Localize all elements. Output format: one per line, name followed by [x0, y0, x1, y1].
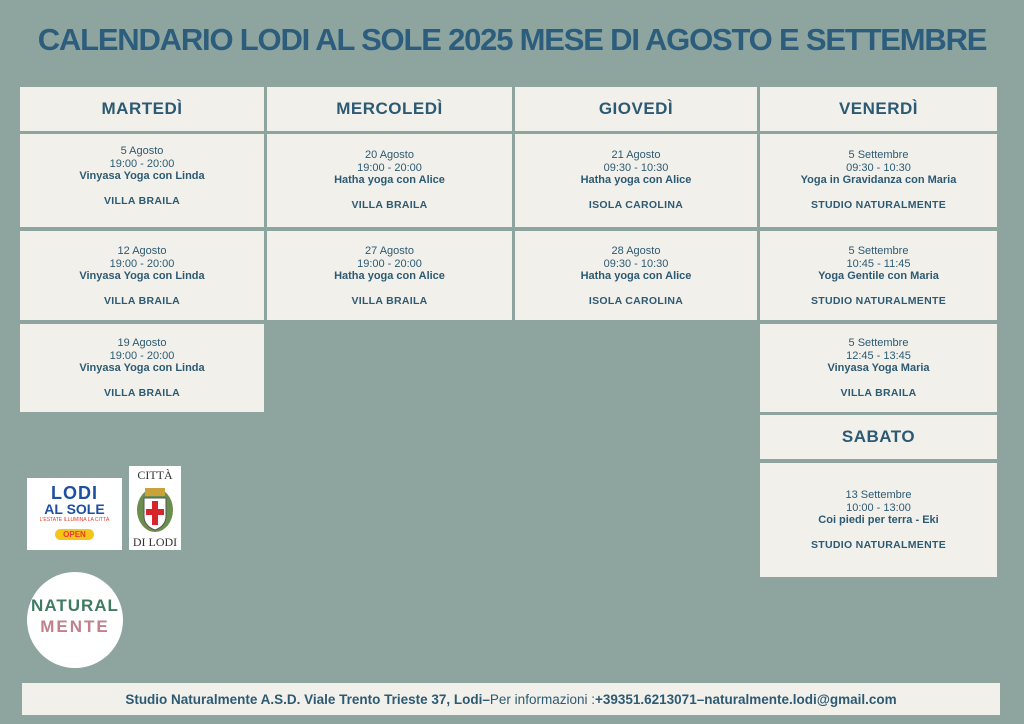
- event-date: 5 Settembre: [848, 149, 909, 161]
- header-friday: VENERDÌ: [760, 87, 997, 131]
- logo-text: MENTE: [40, 617, 110, 636]
- event-activity: Hatha yoga con Alice: [334, 174, 445, 186]
- event-wed-2: [267, 231, 512, 320]
- event-activity: Vinyasa Yoga con Linda: [79, 170, 205, 182]
- event-sat-1: [760, 463, 997, 577]
- footer-phone[interactable]: +39351.6213071: [594, 691, 697, 707]
- logo-tagline: L'ESTATE ILLUMINA LA CITTÀ: [39, 517, 110, 523]
- event-date: 20 Agosto: [365, 149, 414, 161]
- event-date: 5 Agosto: [120, 145, 164, 157]
- event-activity: Vinyasa Yoga con Linda: [79, 270, 205, 282]
- header-wednesday: MERCOLEDÌ: [267, 87, 512, 131]
- event-thu-2: [515, 231, 757, 320]
- event-place: STUDIO NATURALMENTE: [811, 198, 946, 211]
- event-activity: Hatha yoga con Alice: [580, 270, 692, 282]
- event-date: 12 Agosto: [117, 245, 167, 257]
- lodi-al-sole-logo: [27, 478, 122, 550]
- event-fri-1: [760, 134, 997, 227]
- logo-badge: OPEN: [55, 529, 94, 540]
- event-time: 09:30 - 10:30: [603, 161, 669, 174]
- footer-contact-bar: [22, 683, 1000, 715]
- event-place: STUDIO NATURALMENTE: [811, 538, 946, 551]
- event-place: VILLA BRAILA: [840, 386, 917, 399]
- event-time: 10:00 - 13:00: [846, 501, 911, 514]
- event-activity: Coi piedi per terra - Eki: [818, 514, 939, 526]
- event-time: 10:45 - 11:45: [846, 257, 911, 270]
- event-thu-1: [515, 134, 757, 227]
- event-date: 5 Settembre: [848, 337, 909, 349]
- event-activity: Yoga Gentile con Maria: [818, 270, 939, 282]
- logo-text: NATURAL: [31, 596, 119, 615]
- event-place: ISOLA CAROLINA: [588, 198, 684, 211]
- event-date: 21 Agosto: [611, 149, 661, 161]
- event-activity: Hatha yoga con Alice: [334, 270, 445, 282]
- header-tuesday: MARTEDÌ: [20, 87, 264, 131]
- page-title: CALENDARIO LODI AL SOLE 2025 MESE DI AGOSTO E SETTEMBRE: [37, 22, 987, 57]
- footer-info-label: Per informazioni :: [489, 691, 595, 707]
- footer-separator: –: [696, 691, 705, 707]
- logo-text: CITTÀ: [137, 468, 173, 482]
- event-place: VILLA BRAILA: [103, 194, 181, 207]
- event-tue-3: [20, 324, 264, 412]
- event-date: 27 Agosto: [365, 245, 414, 257]
- event-activity: Vinyasa Yoga con Linda: [79, 362, 205, 374]
- event-date: 19 Agosto: [117, 337, 167, 349]
- event-time: 09:30 - 10:30: [846, 161, 911, 174]
- event-time: 19:00 - 20:00: [109, 257, 175, 270]
- citta-di-lodi-logo: [129, 466, 181, 550]
- header-thursday: GIOVEDÌ: [515, 87, 757, 131]
- footer-separator: –: [482, 691, 490, 707]
- logo-text: LODI: [51, 483, 98, 503]
- event-time: 19:00 - 20:00: [109, 157, 175, 170]
- event-activity: Hatha yoga con Alice: [580, 174, 692, 186]
- event-place: VILLA BRAILA: [351, 294, 428, 307]
- event-fri-2: [760, 231, 997, 320]
- event-place: ISOLA CAROLINA: [588, 294, 684, 307]
- event-time: 19:00 - 20:00: [357, 257, 422, 270]
- naturalmente-logo: [27, 572, 123, 668]
- event-wed-1: [267, 134, 512, 227]
- footer-email[interactable]: naturalmente.lodi@gmail.com: [704, 691, 897, 707]
- event-date: 28 Agosto: [611, 245, 661, 257]
- event-tue-2: [20, 231, 264, 320]
- event-time: 09:30 - 10:30: [603, 257, 669, 270]
- footer-studio: Studio Naturalmente A.S.D. Viale Trento Trieste 37, Lodi: [125, 691, 483, 707]
- logo-text: DI LODI: [132, 535, 178, 549]
- event-place: VILLA BRAILA: [103, 294, 181, 307]
- event-date: 5 Settembre: [848, 245, 909, 257]
- event-place: STUDIO NATURALMENTE: [811, 294, 946, 307]
- event-activity: Yoga in Gravidanza con Maria: [800, 174, 957, 186]
- event-tue-1: [20, 134, 264, 227]
- event-place: VILLA BRAILA: [351, 198, 428, 211]
- event-activity: Vinyasa Yoga Maria: [827, 362, 930, 374]
- coat-of-arms-icon: [135, 484, 175, 534]
- header-saturday: SABATO: [760, 415, 997, 459]
- event-time: 19:00 - 20:00: [109, 349, 175, 362]
- event-fri-3: [760, 324, 997, 412]
- event-date: 13 Settembre: [845, 489, 912, 501]
- event-time: 12:45 - 13:45: [846, 349, 911, 362]
- event-time: 19:00 - 20:00: [357, 161, 422, 174]
- event-place: VILLA BRAILA: [103, 386, 181, 399]
- logo-text: AL SOLE: [44, 501, 105, 517]
